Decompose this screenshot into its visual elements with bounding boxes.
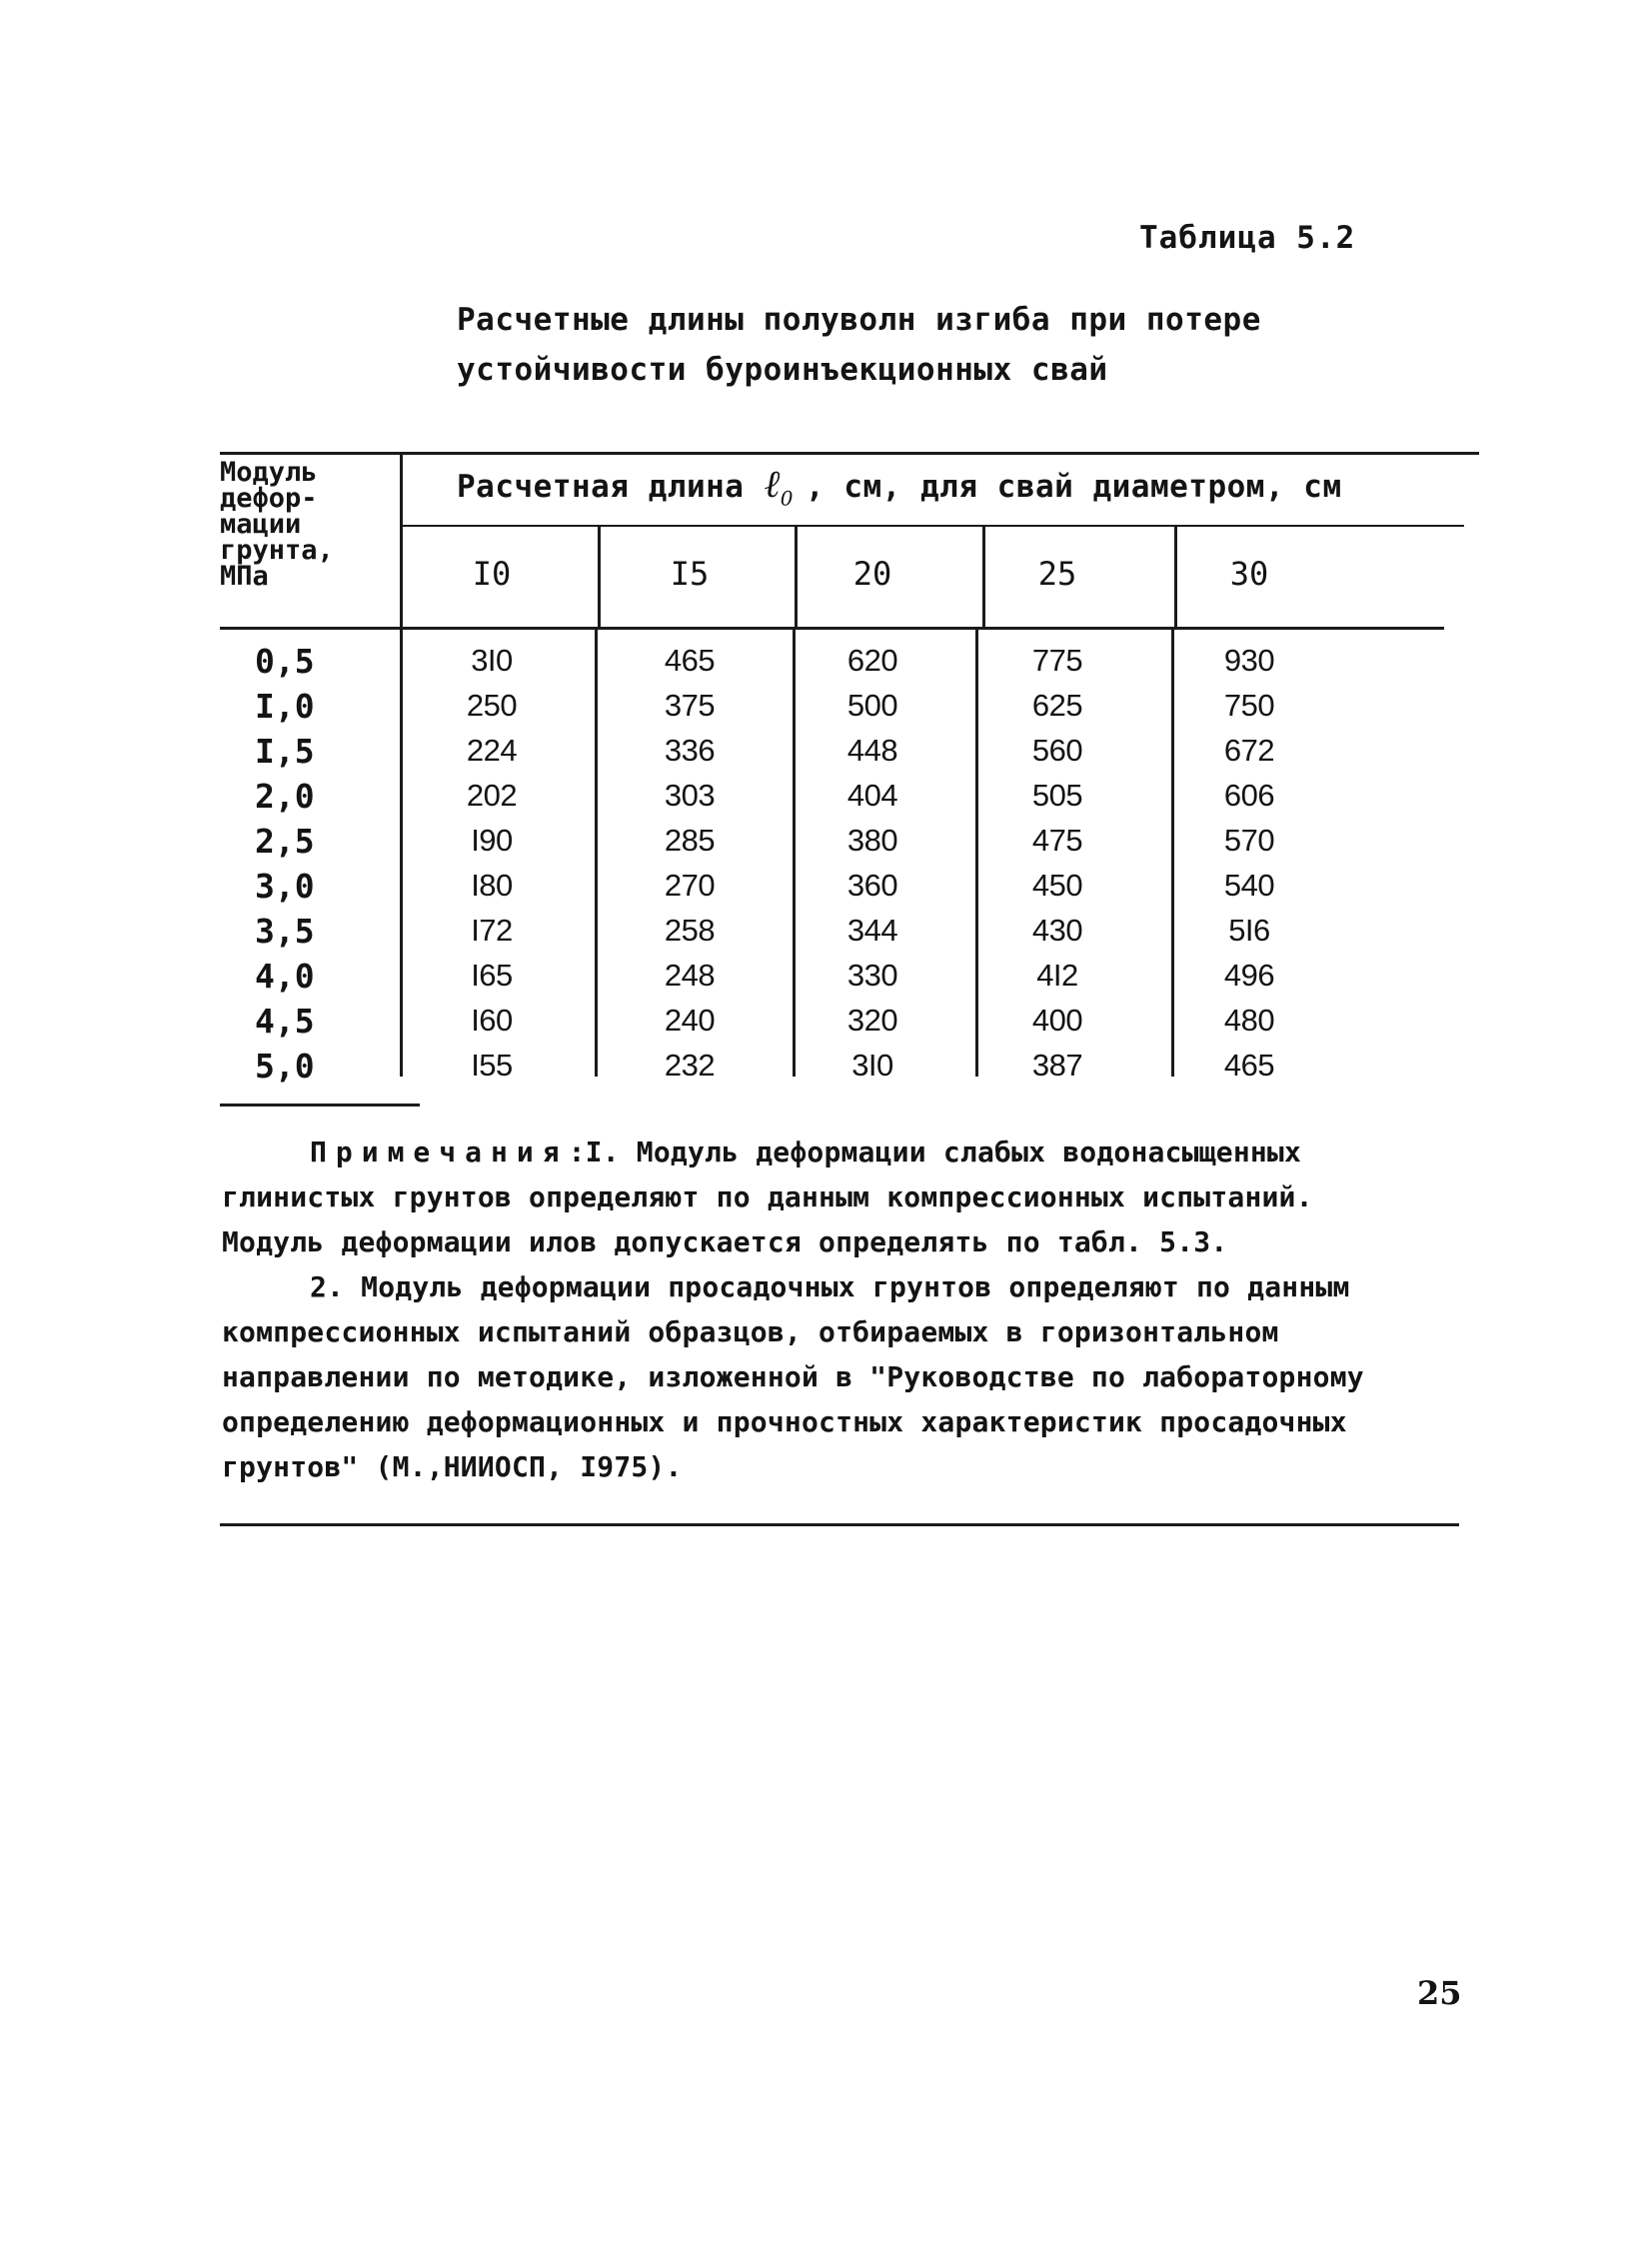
- note-line: 2. Модуль деформации просадочных грунтов определяют по данным: [310, 1270, 1350, 1303]
- note-line: компрессионных испытаний образцов, отбираемых в горизонтальном: [222, 1315, 1279, 1348]
- diameter-header: I0: [472, 555, 512, 593]
- table-cell: 570: [1223, 823, 1275, 858]
- table-cell: 400: [1031, 1003, 1083, 1038]
- modulus-cell: I,5: [255, 732, 315, 771]
- table-cell: 465: [1223, 1048, 1275, 1083]
- length-symbol: ℓ$_0$: [764, 462, 795, 511]
- table-cell: 344: [846, 913, 898, 948]
- table-cell: I65: [471, 958, 513, 993]
- table-label: Таблица 5.2: [1139, 220, 1356, 256]
- table-cell: 303: [664, 778, 716, 813]
- table-cell: 540: [1223, 868, 1275, 903]
- row-header: [220, 457, 395, 592]
- row-header-line: МПа: [220, 561, 269, 592]
- note-line: определению деформационных и прочностных характеристик просадочных: [222, 1405, 1347, 1438]
- note-line: грунтов" (М.,НИИОСП, I975).: [222, 1450, 683, 1483]
- table-cell: I72: [471, 913, 513, 948]
- note-line: направлении по методике, изложенной в "Руководстве по лабораторному: [222, 1360, 1364, 1393]
- table-cell: 448: [846, 733, 898, 768]
- modulus-cell: 4,5: [255, 1002, 315, 1041]
- row-header-line: грунта,: [220, 535, 334, 566]
- diameter-header: I5: [670, 555, 710, 593]
- table-cell: I55: [471, 1048, 513, 1083]
- row-header-line: мации: [220, 509, 302, 540]
- table-cell: 4I2: [1036, 958, 1078, 993]
- notes-label: Примечания: [310, 1135, 569, 1168]
- table-cell: 258: [664, 913, 716, 948]
- page-number: 25: [1417, 1974, 1462, 2012]
- table-cell: 330: [846, 958, 898, 993]
- column-divider: [975, 630, 978, 1077]
- column-divider: [598, 525, 601, 630]
- table-cell: 475: [1031, 823, 1083, 858]
- table-cell: 775: [1031, 643, 1083, 678]
- table-cell: 496: [1223, 958, 1275, 993]
- table-cell: 620: [846, 643, 898, 678]
- caption-line: Расчетные длины полуволн изгиба при потере: [457, 302, 1261, 338]
- modulus-cell: 3,0: [255, 867, 315, 906]
- modulus-cell: 0,5: [255, 642, 315, 681]
- note-line: Примечания:I. Модуль деформации слабых водонасыщенных: [310, 1135, 1302, 1168]
- table-cell: 625: [1031, 688, 1083, 723]
- table-cell: 380: [846, 823, 898, 858]
- table-cell: 750: [1223, 688, 1275, 723]
- caption-line: устойчивости буроинъекционных свай: [457, 352, 1108, 388]
- column-divider: [595, 630, 598, 1077]
- footer-rule: [220, 1523, 1459, 1526]
- table-cell: I80: [471, 868, 513, 903]
- header-bottom-rule: [220, 627, 1444, 630]
- table-cell: 500: [846, 688, 898, 723]
- modulus-cell: 4,0: [255, 957, 315, 996]
- table-cell: 240: [664, 1003, 716, 1038]
- table-cell: 930: [1223, 643, 1275, 678]
- row-header-line: дефор-: [220, 483, 318, 514]
- table-cell: 560: [1031, 733, 1083, 768]
- table-cell: 320: [846, 1003, 898, 1038]
- table-cell: I90: [471, 823, 513, 858]
- table-cell: 375: [664, 688, 716, 723]
- span-header-text: , см, для свай диаметром, см: [806, 469, 1342, 505]
- modulus-cell: 5,0: [255, 1047, 315, 1086]
- table-cell: 404: [846, 778, 898, 813]
- table-top-rule: [220, 452, 1479, 455]
- table-cell: 5I6: [1228, 913, 1270, 948]
- column-divider: [982, 525, 985, 630]
- diameter-header: 20: [852, 555, 892, 593]
- diameter-header: 30: [1229, 555, 1269, 593]
- column-divider: [793, 630, 796, 1077]
- table-cell: 450: [1031, 868, 1083, 903]
- column-group-header: [457, 462, 1342, 511]
- table-cell: 505: [1031, 778, 1083, 813]
- table-cell: 285: [664, 823, 716, 858]
- table-notes: [222, 1129, 1481, 1489]
- column-divider: [1171, 630, 1174, 1077]
- table-cell: 3I0: [471, 643, 513, 678]
- table-cell: I60: [471, 1003, 513, 1038]
- table-cell: 248: [664, 958, 716, 993]
- table-cell: 336: [664, 733, 716, 768]
- column-divider: [1174, 525, 1177, 630]
- table-cell: 465: [664, 643, 716, 678]
- table-cell: 3I0: [851, 1048, 893, 1083]
- header-sub-rule: [400, 525, 1464, 527]
- table-cell: 672: [1223, 733, 1275, 768]
- table-cell: 360: [846, 868, 898, 903]
- column-divider: [400, 452, 403, 630]
- modulus-cell: 3,5: [255, 912, 315, 951]
- row-header-line: Модуль: [220, 457, 318, 488]
- table-cell: 250: [466, 688, 518, 723]
- diameter-header: 25: [1037, 555, 1077, 593]
- table-cell: 606: [1223, 778, 1275, 813]
- column-divider: [400, 630, 403, 1077]
- table-cell: 387: [1031, 1048, 1083, 1083]
- modulus-cell: 2,5: [255, 822, 315, 861]
- table-cell: 270: [664, 868, 716, 903]
- table-cell: 480: [1223, 1003, 1275, 1038]
- column-divider: [795, 525, 798, 630]
- table-cell: 430: [1031, 913, 1083, 948]
- table-cell: 224: [466, 733, 518, 768]
- note-line: глинистых грунтов определяют по данным компрессионных испытаний.: [222, 1180, 1313, 1213]
- note-line: Модуль деформации илов допускается определять по табл. 5.3.: [222, 1225, 1228, 1258]
- modulus-cell: 2,0: [255, 777, 315, 816]
- table-cell: 202: [466, 778, 518, 813]
- table-bottom-rule: [220, 1104, 420, 1107]
- modulus-cell: I,0: [255, 687, 315, 726]
- span-header-text: Расчетная длина: [457, 469, 745, 505]
- table-cell: 232: [664, 1048, 716, 1083]
